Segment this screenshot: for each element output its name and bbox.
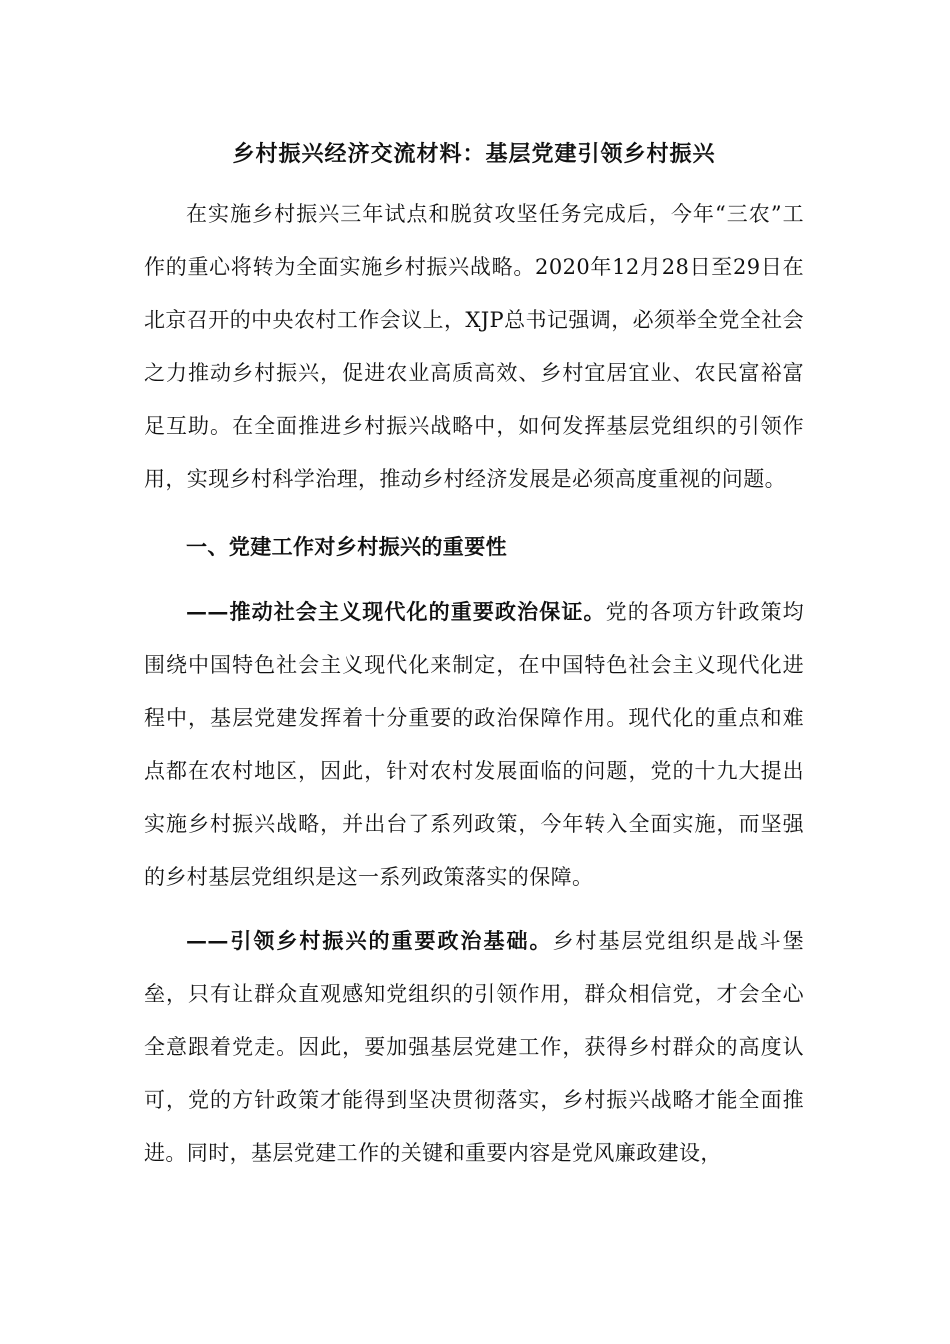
document-title: 乡村振兴经济交流材料：基层党建引领乡村振兴 xyxy=(232,141,716,167)
point-paragraph-1 xyxy=(144,585,804,904)
point-body-2: 乡村基层党组织是战斗堡垒，只有让群众直观感知党组织的引领作用，群众相信党，才会全心全意跟着党走。因此，要加强基层党建工作，获得乡村群众的高度认可，党的方针政策才能得到坚决贯彻落实，乡村振兴战略才能全面推进。同时，基层党建工作的关键和重要内容是党风廉政建设， xyxy=(144,929,804,1165)
section-heading: 一、党建工作对乡村振兴的重要性 xyxy=(186,534,507,559)
point-body-1: 党的各项方针政策均围绕中国特色社会主义现代化来制定，在中国特色社会主义现代化进程中，基层党建发挥着十分重要的政治保障作用。现代化的重点和难点都在农村地区，因此，针对农村发展面临的问题，党的十九大提出实施乡村振兴战略，并出台了系列政策，今年转入全面实施，而坚强的乡村基层党组织是这一系列政策落实的保障。 xyxy=(144,600,804,889)
point-paragraph-2 xyxy=(144,914,804,1180)
point-lead-1: ——推动社会主义现代化的重要政治保证。 xyxy=(186,599,606,624)
document-body xyxy=(144,128,804,1180)
intro-paragraph: 在实施乡村振兴三年试点和脱贫攻坚任务完成后，今年“三农”工作的重心将转为全面实施乡村振兴战略。2020年12月28日至29日在北京召开的中央农村工作会议上，XJP总书记强调，必须举全党全社会之力推动乡村振兴，促进农业高质高效、乡村宜居宜业、农民富裕富足互助。在全面推进乡村振兴战略中，如何发挥基层党组织的引领作用，实现乡村科学治理，推动乡村经济发展是必须高度重视的问题。 xyxy=(144,202,804,491)
point-lead-2: ——引领乡村振兴的重要政治基础。 xyxy=(186,928,553,953)
